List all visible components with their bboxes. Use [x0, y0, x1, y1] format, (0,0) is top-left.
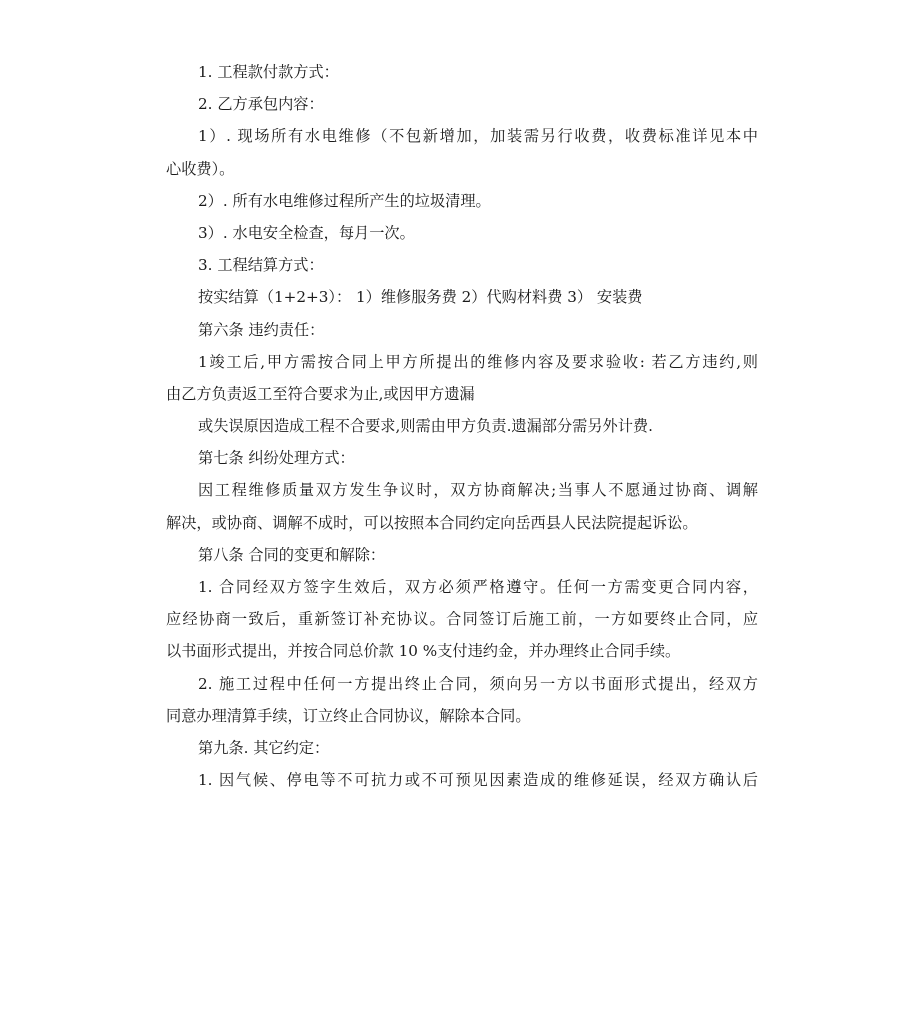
article-7-heading: 第七条 纠纷处理方式： [198, 449, 355, 468]
article-6-para-line-3: 或失误原因造成工程不合要求,则需由甲方负责.遗漏部分需另外计费. [198, 417, 653, 436]
article-7-para-line-2: 解决，或协商、调解不成时，可以按照本合同约定向岳西县人民法院提起诉讼。 [166, 513, 698, 532]
scope-item-1-line-2: 心收费）。 [166, 159, 235, 178]
article-7-para-line-1: 因工程维修质量双方发生争议时，双方协商解决;当事人不愿通过协商、调解 [198, 481, 758, 500]
article-6-heading: 第六条 违约责任： [198, 320, 325, 339]
article-8-item-1-line-1: 1. 合同经双方签字生效后，双方必须严格遵守。任何一方需变更合同内容， [198, 578, 758, 596]
article-9-heading: 第九条. 其它约定： [198, 738, 330, 757]
document-body [166, 56, 758, 796]
article-9-item-1-line-1: 1. 因气候、停电等不可抗力或不可预见因素造成的维修延误，经双方确认后 [198, 771, 758, 790]
scope-item-3: 3）. 水电安全检查，每月一次。 [198, 223, 415, 242]
article-8-item-1-line-3: 以书面形式提出，并按合同总价款 10 %支付违约金，并办理终止合同手续。 [166, 642, 681, 661]
article-8-item-1-line-2: 应经协商一致后，重新签订补充协议。合同签订后施工前，一方如要终止合同，应 [166, 610, 758, 629]
payment-method-heading: 1. 工程款付款方式： [198, 63, 339, 81]
article-8-heading: 第八条 合同的变更和解除： [198, 545, 386, 564]
article-8-item-2-line-2: 同意办理清算手续，订立终止合同协议，解除本合同。 [166, 706, 531, 725]
settlement-method-detail: 按实结算（1+2+3）： 1）维修服务费 2）代购材料费 3） 安装费 [198, 288, 643, 307]
scope-item-1-line-1: 1）. 现场所有水电维修（不包新增加，加装需另行收费，收费标准详见本中 [198, 127, 758, 146]
contract-scope-heading: 2. 乙方承包内容： [198, 95, 324, 114]
scope-item-2: 2）. 所有水电维修过程所产生的垃圾清理。 [198, 191, 491, 210]
article-6-para-line-1: 1竣工后,甲方需按合同上甲方所提出的维修内容及要求验收: 若乙方违约,则 [198, 352, 758, 371]
article-8-item-2-line-1: 2. 施工过程中任何一方提出终止合同，须向另一方以书面形式提出，经双方 [198, 674, 758, 693]
article-6-para-line-2: 由乙方负责返工至符合要求为止,或因甲方遗漏 [166, 384, 475, 403]
settlement-method-heading: 3. 工程结算方式： [198, 256, 324, 275]
